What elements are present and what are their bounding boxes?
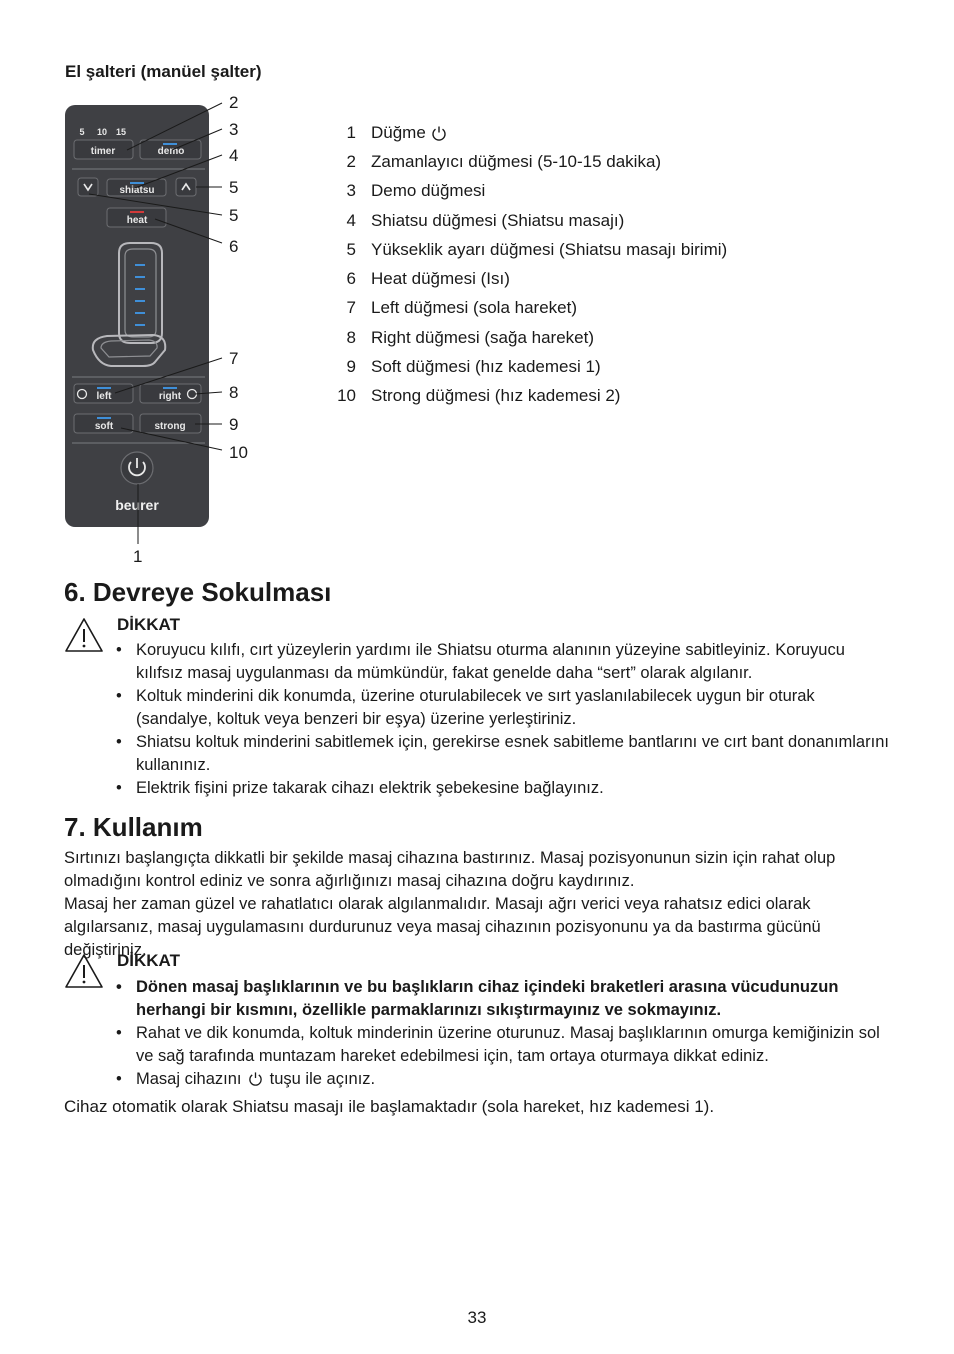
left-button-label: left [96, 391, 112, 402]
list-item: • Koltuk minderini dik konumda, üzerine oturulabilecek ve sırt yaslanılabilecek uygun bir oturak (sandalye, koltuk veya benzeri bir eşya) üzerine yerleştiriniz. [114, 685, 890, 731]
legend-number: 10 [337, 386, 356, 406]
legend-number: 9 [346, 357, 356, 377]
right-button-label: right [158, 391, 182, 402]
legend-text: Yükseklik ayarı düğmesi (Shiatsu masajı birimi) [371, 239, 728, 259]
legend-number: 4 [346, 210, 356, 230]
legend-item [334, 206, 934, 235]
legend-number: 5 [346, 239, 356, 259]
callout-5a: 5 [229, 178, 239, 197]
legend-number: 1 [346, 122, 356, 142]
power-icon [431, 125, 447, 141]
legend-number: 6 [346, 269, 356, 289]
hand-switch-title: El şalteri (manüel şalter) [65, 62, 262, 81]
callout-10: 10 [229, 443, 248, 462]
legend-text: Heat düğmesi (Isı) [371, 269, 510, 289]
demo-button-label: demo [157, 146, 185, 157]
legend-text: Left düğmesi (sola hareket) [371, 298, 577, 318]
warning-icon [64, 617, 104, 653]
height-up-button[interactable] [176, 178, 196, 196]
list-item: • Dönen masaj başlıklarının ve bu başlıkların cihaz içindeki braketleri arasına vücudunuzun herhangi bir kısmını, özellikle parmaklarınızı sıkıştırmayınız ve sokmayınız. [114, 976, 890, 1022]
legend-item [334, 147, 934, 176]
timer-number-15: 15 [115, 127, 127, 137]
legend-text: Strong düğmesi (hız kademesi 2) [371, 386, 621, 406]
legend-text: Zamanlayıcı düğmesi (5-10-15 dakika) [371, 151, 662, 171]
list-item: • Shiatsu koltuk minderini sabitlemek için, gerekirse esnek sabitleme bantlarını ve cırt bant donanımlarını kullanınız. [114, 731, 890, 777]
callout-9: 9 [229, 415, 239, 434]
section-7-title: 7. Kullanım [64, 812, 203, 842]
legend-item [334, 323, 934, 352]
legend-number: 8 [346, 327, 356, 347]
legend-text: Düğme [371, 122, 426, 142]
list-item: • Rahat ve dik konumda, koltuk minderinin üzerine oturunuz. Masaj başlıklarının omurga kemiğinizin sol ve sağ tarafında muntazam hareket edebilmesi için, tam ortaya oturmaya dikkat ediniz. [114, 1022, 890, 1068]
caution-heading: DİKKAT [117, 615, 180, 634]
callout-4: 4 [229, 146, 239, 165]
callout-2: 2 [229, 93, 239, 112]
legend-item [334, 235, 934, 264]
legend-item [334, 264, 934, 293]
warning-icon [64, 953, 104, 989]
legend-item [334, 177, 934, 206]
list-item [114, 1068, 890, 1091]
callout-6: 6 [229, 237, 239, 256]
callout-5b: 5 [229, 206, 239, 225]
legend-item [334, 382, 934, 411]
section-6-bullets [114, 639, 890, 800]
callout-8: 8 [229, 383, 239, 402]
legend-item [334, 352, 934, 381]
callout-1: 1 [133, 547, 143, 566]
list-item: • Koruyucu kılıfı, cırt yüzeylerin yardımı ile Shiatsu oturma alanının yüzeyine sabitleyiniz. Koruyucu kılıfsız masaj uygulanması da mümkündür, fakat genelde daha “sert” olarak algılanır. [114, 639, 890, 685]
legend-item [334, 294, 934, 323]
legend-number: 3 [346, 181, 356, 201]
list-item: • Elektrik fişini prize takarak cihazı elektrik şebekesine bağlayınız. [114, 777, 890, 800]
legend-item [334, 118, 934, 147]
section-7-bullets [114, 976, 890, 1091]
legend-text: Soft düğmesi (hız kademesi 1) [371, 357, 601, 377]
strong-button-label: strong [154, 421, 186, 432]
legend-text: Shiatsu düğmesi (Shiatsu masajı) [371, 210, 625, 230]
shiatsu-button-label: shiatsu [119, 185, 155, 196]
callout-7: 7 [229, 349, 239, 368]
page-number: 33 [467, 1308, 487, 1327]
soft-button-label: soft [94, 421, 114, 432]
section-7-final-paragraph: Cihaz otomatik olarak Shiatsu masajı ile başlamaktadır (sola hareket, hız kademesi 1). [64, 1097, 715, 1116]
legend-text: Right düğmesi (sağa hareket) [371, 327, 595, 347]
timer-number-10: 10 [96, 127, 108, 137]
power-icon [248, 1071, 263, 1086]
height-down-button[interactable] [78, 178, 98, 196]
section-7-paragraph-1: Sırtınızı başlangıçta dikkatli bir şekilde masaj cihazına bastırınız. Masaj pozisyonunun sizin için rahat olup olmadığını kontrol ediniz ve sonra ağırlığınızı masaj cihazına doğru kaydırınız. [64, 849, 836, 890]
heat-button-label: heat [126, 215, 148, 226]
timer-number-5: 5 [79, 127, 85, 137]
list-item-text: Masaj cihazını [136, 1070, 242, 1088]
legend-text: Demo düğmesi [371, 181, 486, 201]
section-7-paragraph-2: Masaj her zaman güzel ve rahatlatıcı olarak algılanmalıdır. Masajı ağrı verici veya rahatsız edici olarak algılarsanız, masaj uygulamasını durdurunuz veya masaj cihazının pozisyonunu ya da bastırma gücünü değiştiriniz. [64, 895, 821, 959]
brand-logo: beurer [115, 497, 159, 513]
section-6-title: 6. Devreye Sokulması [64, 577, 332, 607]
legend-number: 7 [346, 298, 356, 318]
callout-3: 3 [229, 120, 239, 139]
timer-button-label: timer [90, 146, 116, 157]
hand-switch-illustration [55, 88, 265, 570]
list-item-text: tuşu ile açınız. [269, 1070, 376, 1088]
caution-heading: DİKKAT [117, 951, 180, 970]
legend-list [334, 118, 934, 411]
legend-number: 2 [346, 151, 356, 171]
